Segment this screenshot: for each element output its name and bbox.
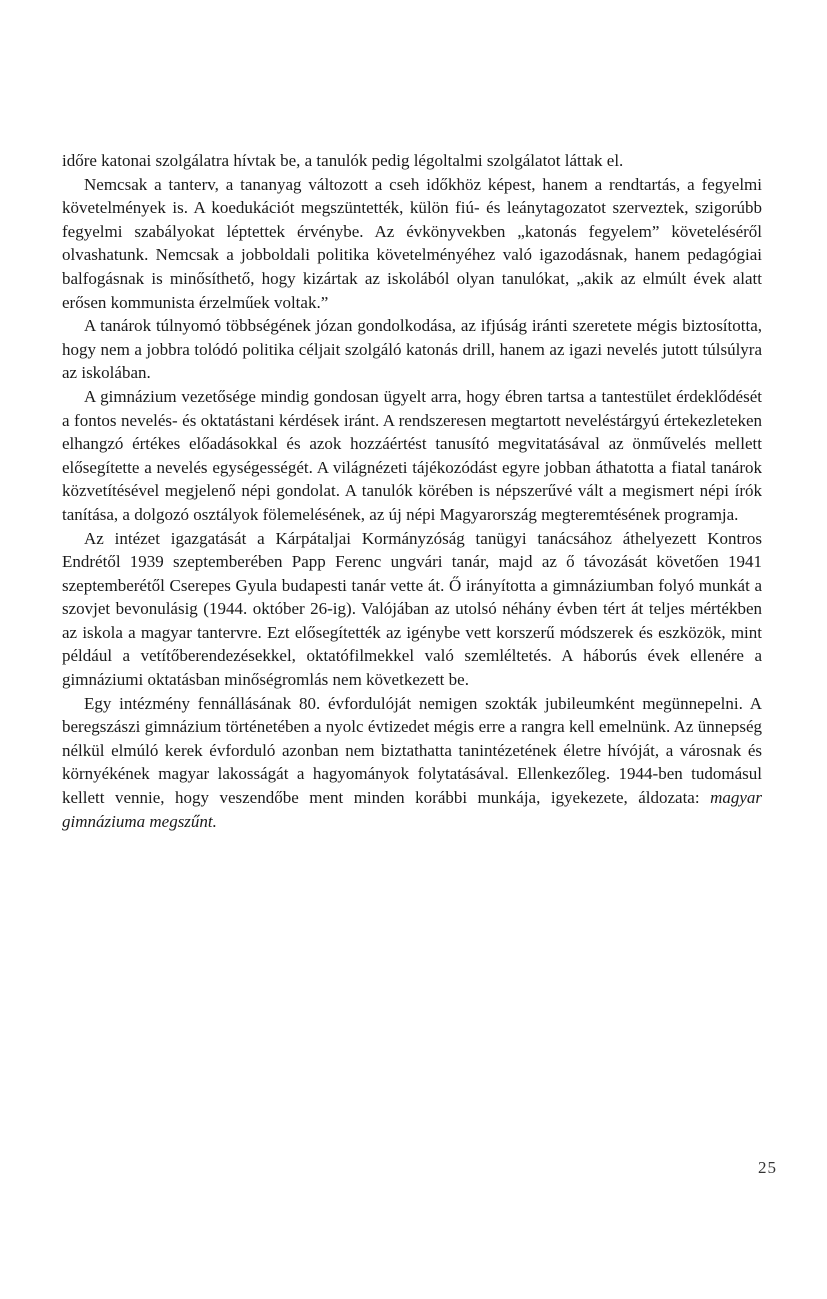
paragraph-6	[62, 692, 762, 834]
paragraph-2: Nemcsak a tanterv, a tananyag változott a cseh időkhöz képest, hanem a rendtartás, a fegyelmi követelmények is. A koedukációt megszüntették, külön fiú- és leánytagozatot szerveztek, szigorúbb fegyelmi szabályokat léptettek érvénybe. Az évkönyvekben „katonás fegyelem” követeléséről olvashatunk. Nemcsak a jobboldali politika követelményéhez való igazodásnak, hanem pedagógiai balfogásnak is minősíthető, hogy kizártak az iskolából olyan tanulókat, „akik az elmúlt évek alatt erősen kommunista érzelműek voltak.”	[62, 174, 762, 312]
page-number: 25	[758, 1158, 777, 1177]
paragraph-6-italic-tail: magyar gimnáziuma megszűnt.	[62, 788, 763, 831]
body-text	[62, 149, 762, 833]
paragraph-5: Az intézet igazgatását a Kárpátaljai Kormányzóság tanügyi tanácsához áthelyezett Kontros Endrétől 1939 szeptemberében Papp Ferenc ungvári tanár, majd az ő távozását követően 1941 szeptemberétől Cserepes Gyula budapesti tanár vette át. Ő irányította a gimnáziumban folyó munkát a szovjet bevonulásig (1944. október 26-ig). Valójában az utolsó néhány évben tért át teljes mértékben az iskola a magyar tantervre. Ezt elősegítették az igénybe vett korszerű módszerek és eszközök, mint például a vetítőberendezésekkel, oktatófilmekkel való szemléltetés. A háborús évek ellenére a gimnáziumi oktatásban minőségromlás nem következett be.	[62, 528, 762, 690]
paragraph-3: A tanárok túlnyomó többségének józan gondolkodása, az ifjúság iránti szeretete mégis biztosította, hogy nem a jobbra tolódó politika céljait szolgáló katonás drill, hanem az igazi nevelés jutott túlsúlyra az iskolában.	[62, 316, 762, 383]
paragraph-1: időre katonai szolgálatra hívtak be, a tanulók pedig légoltalmi szolgálatot láttak el.	[62, 151, 624, 170]
paragraph-6-text: Egy intézmény fennállásának 80. évfordulóját nemigen szokták jubileumként megünnepelni. A beregszászi gimnázium történetében a nyolc évtizedet mégis erre a rangra kell emelnünk. Az ünnepség nélkül elmúló kerek évforduló azonban nem biztathatta tanintézetének életre hívóját, a városnak és környékének magyar lakosságát a hagyományok folytatásával. Ellenkezőleg. 1944-ben tudomásul kellett vennie, hogy veszendőbe ment minden korábbi munkája, igyekezete, áldozata:	[62, 693, 762, 808]
paragraph-4: A gimnázium vezetősége mindig gondosan ügyelt arra, hogy ébren tartsa a tantestület érdeklődését a fontos nevelés- és oktatástani kérdések iránt. A rendszeresen megtartott neveléstárgyú értekezleteken elhangzó értékes előadásokkal és azok hozzáértést tanusító megvitatásával az önművelés mellett elősegítette a nevelés egységességét. A világnézeti tájékozódást egyre jobban áthatotta a fiatal tanárok közvetítésével megjelenő népi gondolat. A tanulók körében is népszerűvé vált a megismert népi írók tanítása, a dolgozó osztályok fölemelésének, az új népi Magyarország megteremtésének programja.	[62, 386, 762, 524]
